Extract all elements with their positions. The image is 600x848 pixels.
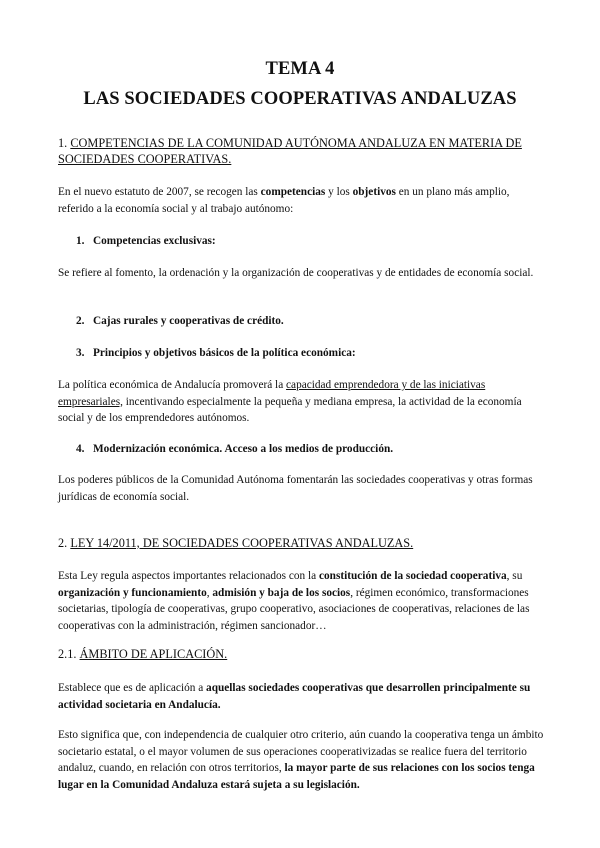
section-2-paragraph: Esta Ley regula aspectos importantes relacionados con la constitución de la sociedad cooperativa, su organización y funcionamiento, admisión y baja de los socios, régimen económico, transformaciones societarias, tipología de cooperativas, grupo cooperativo, asociaciones de cooperativas, relaciones de las cooperativas con la administración, régimen sancionador… [58,570,530,632]
ambito-paragraph-1: Establece que es de aplicación a aquellas sociedades cooperativas que desarrollen principalmente su actividad societaria en Andalucía. [58,682,531,711]
section-1-number: 1. [58,136,68,150]
section-2-number: 2. [58,536,68,550]
section-1-intro: En el nuevo estatuto de 2007, se recogen las competencias y los objetivos en un plano más amplio, referido a la economía social y al trabajo autónomo: [58,186,510,215]
section-2-1-heading [58,647,548,663]
section-2-1-number: 2.1. [58,647,77,661]
modernizacion-paragraph: Los poderes públicos de la Comunidad Autónoma fomentarán las sociedades cooperativas y otras formas jurídicas de economía social. [58,474,533,503]
list-item: 1. Competencias exclusivas: [76,235,216,247]
section-2-heading [58,536,548,552]
list-item: 3. Principios y objetivos básicos de la política económica: [76,347,356,359]
section-1-title-line1: COMPETENCIAS DE LA COMUNIDAD AUTÓNOMA ANDALUZA EN MATERIA DE [70,136,522,150]
list-item: 2. Cajas rurales y cooperativas de crédito. [76,315,284,327]
principios-paragraph: La política económica de Andalucía promoverá la capacidad emprendedora y de las iniciativas empresariales, incentivando especialmente la pequeña y mediana empresa, la actividad de la economía social y de los emprendedores autónomos. [58,379,522,425]
section-1-heading [58,136,548,167]
document-title: TEMA 4 [265,59,335,79]
document-subtitle: LAS SOCIEDADES COOPERATIVAS ANDALUZAS [83,89,517,109]
section-1-title-line2: SOCIEDADES COOPERATIVAS. [58,151,232,166]
list-item: 4. Modernización económica. Acceso a los medios de producción. [76,443,394,455]
ambito-paragraph-2: Esto significa que, con independencia de cualquier otro criterio, aún cuando la cooperativa tenga un ámbito societario estatal, o el mayor volumen de sus operaciones cooperativizadas se realice fuera del territorio andaluz, cuando, en relación con otros territorios, la mayor parte de sus relaciones con los socios tenga lugar en la Comunidad Andaluza estará sujeta a su legislación. [58,729,544,791]
section-2-title: LEY 14/2011, DE SOCIEDADES COOPERATIVAS ANDALUZAS. [70,536,414,550]
competencias-paragraph: Se refiere al fomento, la ordenación y la organización de cooperativas y de entidades de economía social. [58,267,534,279]
section-2-1-title: ÁMBITO DE APLICACIÓN. [79,647,228,661]
